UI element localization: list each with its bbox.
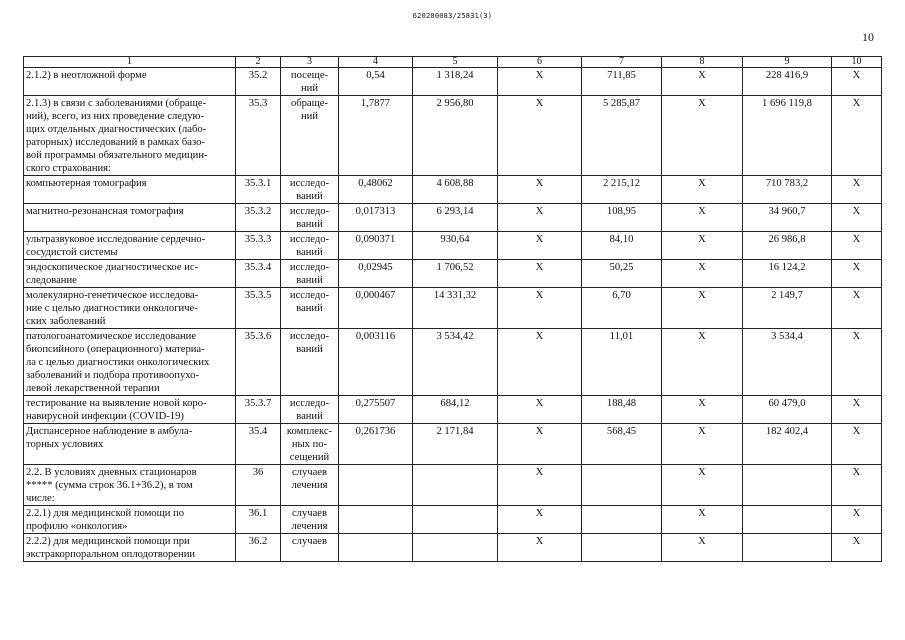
cell-col-9: [743, 465, 832, 506]
cell-col-8: X: [662, 176, 743, 204]
cell-col-6: X: [498, 204, 582, 232]
cell-col-9: 3 534,4: [743, 329, 832, 396]
row-code: 35.3.4: [236, 260, 281, 288]
data-table: [23, 56, 882, 562]
row-label: патологоанатомическое исследование биопсийного (операционного) материа- ла с целью диагностики онкологических заболеваний и подбора противоопухо- левой лекарственной терапии: [24, 329, 236, 396]
table-row: [24, 260, 882, 288]
row-label: ультразвуковое исследование сердечно- сосудистой системы: [24, 232, 236, 260]
cell-col-8: X: [662, 204, 743, 232]
cell-col-10: X: [832, 534, 882, 562]
cell-col-7: [582, 465, 662, 506]
cell-col-6: X: [498, 68, 582, 96]
cell-col-8: X: [662, 329, 743, 396]
cell-col-7: 2 215,12: [582, 176, 662, 204]
column-header: 3: [281, 57, 339, 68]
cell-col-6: X: [498, 465, 582, 506]
row-label: 2.2.1) для медицинской помощи по профилю «онкология»: [24, 506, 236, 534]
cell-col-10: X: [832, 204, 882, 232]
cell-col-7: 84,10: [582, 232, 662, 260]
row-code: 35.2: [236, 68, 281, 96]
row-code: 35.3.2: [236, 204, 281, 232]
row-label: 2.1.2) в неотложной форме: [24, 68, 236, 96]
cell-col-4: 0,275507: [339, 396, 413, 424]
cell-col-6: X: [498, 232, 582, 260]
row-code: 35.4: [236, 424, 281, 465]
column-header: 7: [582, 57, 662, 68]
table-row: [24, 465, 882, 506]
column-header: 5: [413, 57, 498, 68]
table-body: [24, 57, 882, 562]
cell-col-7: 5 285,87: [582, 96, 662, 176]
document-code: 620200083/25831(3): [412, 12, 493, 20]
cell-col-8: X: [662, 396, 743, 424]
cell-col-8: X: [662, 260, 743, 288]
cell-col-5: [413, 534, 498, 562]
cell-col-9: 26 986,8: [743, 232, 832, 260]
cell-col-7: 568,45: [582, 424, 662, 465]
cell-col-10: X: [832, 396, 882, 424]
row-code: 35.3: [236, 96, 281, 176]
cell-col-5: 2 171,84: [413, 424, 498, 465]
cell-col-4: 0,54: [339, 68, 413, 96]
row-code: 36.2: [236, 534, 281, 562]
cell-col-9: 60 479,0: [743, 396, 832, 424]
cell-col-10: X: [832, 465, 882, 506]
row-unit: комплекс- ных по- сещений: [281, 424, 339, 465]
cell-col-10: X: [832, 506, 882, 534]
cell-col-6: X: [498, 260, 582, 288]
column-header: 8: [662, 57, 743, 68]
cell-col-8: X: [662, 288, 743, 329]
cell-col-10: X: [832, 68, 882, 96]
table-row: [24, 232, 882, 260]
table-row: [24, 506, 882, 534]
table-row: [24, 396, 882, 424]
cell-col-6: X: [498, 288, 582, 329]
row-code: 36: [236, 465, 281, 506]
cell-col-5: 6 293,14: [413, 204, 498, 232]
cell-col-5: 14 331,32: [413, 288, 498, 329]
row-unit: исследо- ваний: [281, 288, 339, 329]
cell-col-4: 0,48062: [339, 176, 413, 204]
row-label: 2.2.2) для медицинской помощи при экстракорпоральном оплодотворении: [24, 534, 236, 562]
cell-col-8: X: [662, 68, 743, 96]
cell-col-4: 1,7877: [339, 96, 413, 176]
cell-col-5: 930,64: [413, 232, 498, 260]
cell-col-8: X: [662, 506, 743, 534]
table-row: [24, 204, 882, 232]
cell-col-9: 16 124,2: [743, 260, 832, 288]
cell-col-7: [582, 506, 662, 534]
cell-col-5: 684,12: [413, 396, 498, 424]
cell-col-10: X: [832, 260, 882, 288]
column-header: 10: [832, 57, 882, 68]
cell-col-5: 3 534,42: [413, 329, 498, 396]
cell-col-7: 188,48: [582, 396, 662, 424]
cell-col-9: [743, 534, 832, 562]
cell-col-7: 108,95: [582, 204, 662, 232]
cell-col-7: 11,01: [582, 329, 662, 396]
cell-col-10: X: [832, 232, 882, 260]
cell-col-9: 710 783,2: [743, 176, 832, 204]
cell-col-5: 4 608,88: [413, 176, 498, 204]
cell-col-4: 0,261736: [339, 424, 413, 465]
cell-col-6: X: [498, 534, 582, 562]
cell-col-8: X: [662, 465, 743, 506]
row-unit: посеще- ний: [281, 68, 339, 96]
row-unit: исследо- ваний: [281, 329, 339, 396]
row-unit: исследо- ваний: [281, 176, 339, 204]
row-label: молекулярно-генетическое исследова- ние с целью диагностики онкологиче- ских заболеваний: [24, 288, 236, 329]
cell-col-4: [339, 465, 413, 506]
column-header: 6: [498, 57, 582, 68]
cell-col-8: X: [662, 424, 743, 465]
cell-col-7: [582, 534, 662, 562]
cell-col-7: 50,25: [582, 260, 662, 288]
cell-col-9: 2 149,7: [743, 288, 832, 329]
cell-col-9: 182 402,4: [743, 424, 832, 465]
cell-col-7: 6,70: [582, 288, 662, 329]
cell-col-9: 34 960,7: [743, 204, 832, 232]
row-unit: случаев лечения: [281, 506, 339, 534]
cell-col-4: 0,003116: [339, 329, 413, 396]
table-row: [24, 424, 882, 465]
row-label: 2.2. В условиях дневных стационаров ***** (сумма строк 36.1+36.2), в том числе:: [24, 465, 236, 506]
row-code: 35.3.6: [236, 329, 281, 396]
row-label: компьютерная томография: [24, 176, 236, 204]
row-label: магнитно-резонансная томография: [24, 204, 236, 232]
cell-col-6: X: [498, 96, 582, 176]
cell-col-9: 1 696 119,8: [743, 96, 832, 176]
page-number: 10: [862, 30, 874, 44]
cell-col-6: X: [498, 176, 582, 204]
cell-col-8: X: [662, 96, 743, 176]
row-code: 35.3.7: [236, 396, 281, 424]
table-row: [24, 288, 882, 329]
row-code: 35.3.5: [236, 288, 281, 329]
row-unit: исследо- ваний: [281, 260, 339, 288]
cell-col-9: 228 416,9: [743, 68, 832, 96]
table-row: [24, 534, 882, 562]
row-code: 36.1: [236, 506, 281, 534]
row-unit: исследо- ваний: [281, 396, 339, 424]
cell-col-4: 0,000467: [339, 288, 413, 329]
row-label: эндоскопическое диагностическое ис- следование: [24, 260, 236, 288]
cell-col-4: 0,017313: [339, 204, 413, 232]
row-unit: обраще- ний: [281, 96, 339, 176]
row-code: 35.3.3: [236, 232, 281, 260]
cell-col-7: 711,85: [582, 68, 662, 96]
cell-col-8: X: [662, 534, 743, 562]
cell-col-10: X: [832, 176, 882, 204]
header-row: [24, 57, 882, 68]
table-row: [24, 176, 882, 204]
cell-col-10: X: [832, 96, 882, 176]
cell-col-6: X: [498, 396, 582, 424]
cell-col-8: X: [662, 232, 743, 260]
cell-col-9: [743, 506, 832, 534]
cell-col-6: X: [498, 329, 582, 396]
column-header: 2: [236, 57, 281, 68]
row-unit: случаев: [281, 534, 339, 562]
cell-col-10: X: [832, 288, 882, 329]
cell-col-5: 1 318,24: [413, 68, 498, 96]
column-header: 1: [24, 57, 236, 68]
row-label: тестирование на выявление новой коро- навирусной инфекции (COVID-19): [24, 396, 236, 424]
cell-col-5: [413, 506, 498, 534]
column-header: 4: [339, 57, 413, 68]
cell-col-5: 2 956,80: [413, 96, 498, 176]
row-unit: случаев лечения: [281, 465, 339, 506]
cell-col-6: X: [498, 506, 582, 534]
cell-col-5: [413, 465, 498, 506]
table-row: [24, 96, 882, 176]
cell-col-5: 1 706,52: [413, 260, 498, 288]
column-header: 9: [743, 57, 832, 68]
row-unit: исследо- ваний: [281, 204, 339, 232]
cell-col-4: [339, 534, 413, 562]
cell-col-4: [339, 506, 413, 534]
cell-col-6: X: [498, 424, 582, 465]
row-code: 35.3.1: [236, 176, 281, 204]
cell-col-10: X: [832, 424, 882, 465]
table-row: [24, 68, 882, 96]
cell-col-4: 0,090371: [339, 232, 413, 260]
row-label: 2.1.3) в связи с заболеваниями (обраще- ний), всего, из них проведение следую- щих отдельных диагностических (лабо- раторных) исследований в рамках базо- вой программы обязательного медицин- ского страхования:: [24, 96, 236, 176]
cell-col-4: 0,02945: [339, 260, 413, 288]
table-row: [24, 329, 882, 396]
row-unit: исследо- ваний: [281, 232, 339, 260]
cell-col-10: X: [832, 329, 882, 396]
row-label: Диспансерное наблюдение в амбула- торных условиях: [24, 424, 236, 465]
